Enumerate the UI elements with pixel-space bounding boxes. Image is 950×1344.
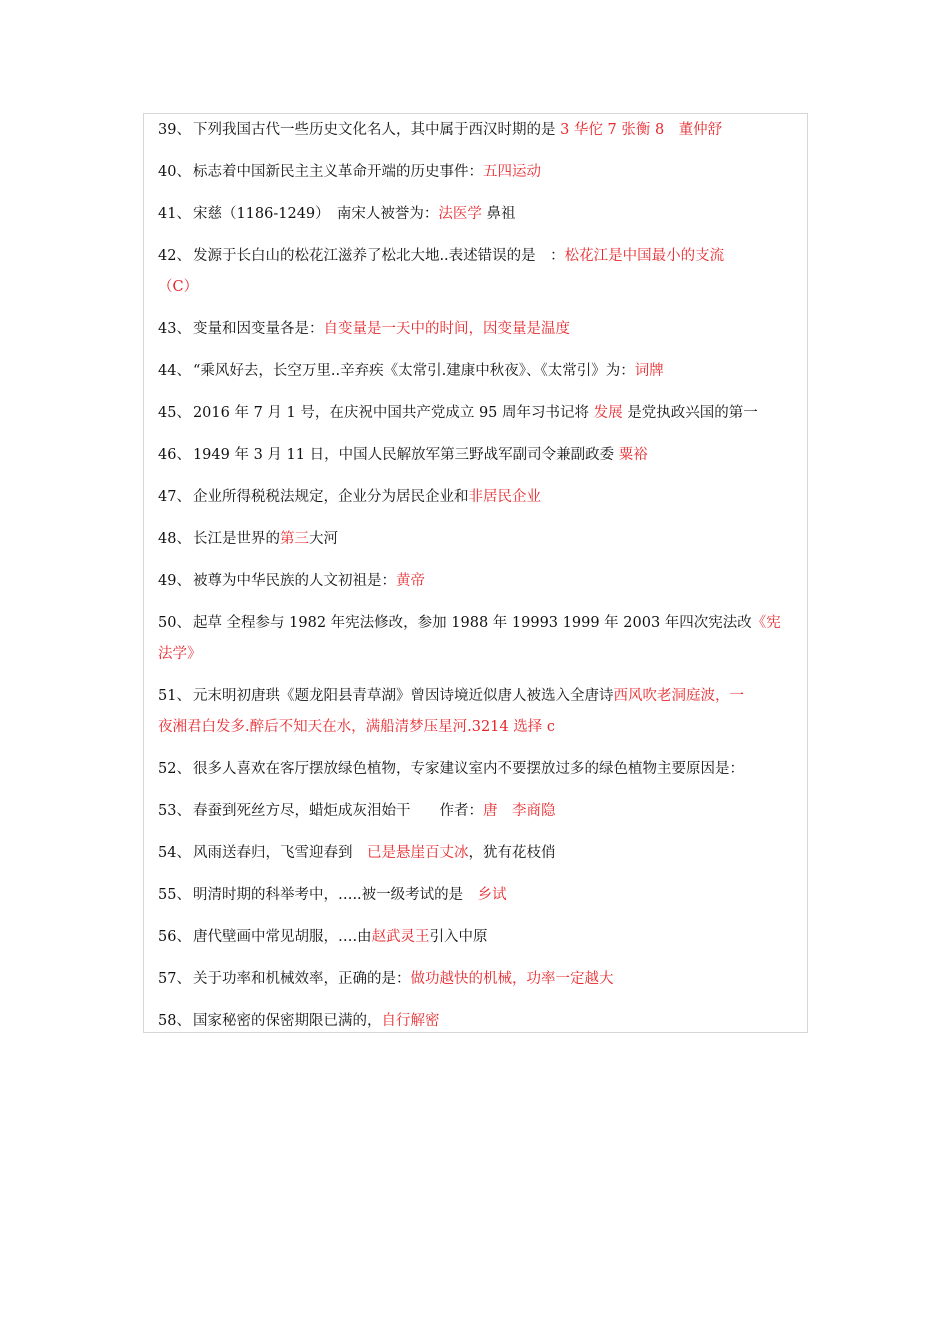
question-text: 国家秘密的保密期限已满的，	[192, 1013, 382, 1029]
question-text: 变量和因变量各是：	[192, 321, 324, 337]
answer-text: 法医学	[438, 206, 482, 222]
list-item: 43、 变量和因变量各是：自变量是一天中的时间，因变量是温度	[158, 321, 570, 337]
question-text: 下列我国古代一些历史文化名人，其中属于西汉时期的是	[192, 122, 561, 138]
question-tail: ，犹有花枝俏	[468, 845, 556, 861]
answer-text: 3 华佗 7 张衡 8 董仲舒	[560, 122, 723, 138]
answer-continuation: 夜湘君白发多.醉后不知天在水，满船清梦压星河.3214 选择 c	[158, 719, 555, 735]
answer-text: 五四运动	[482, 164, 541, 180]
answer-text: 西风吹老洞庭波，一	[613, 688, 744, 704]
question-tail: 鼻祖	[481, 206, 516, 222]
answer-continuation: （C）	[158, 279, 199, 295]
question-text: 宋慈（1186-1249） 南宋人被誉为：	[192, 206, 439, 222]
list-item: 49、 被尊为中华民族的人文初祖是：黄帝	[158, 573, 425, 589]
answer-text: 粟裕	[618, 447, 648, 463]
answer-text: 已是悬崖百丈冰	[366, 845, 469, 861]
list-item: 47、 企业所得税税法规定，企业分为居民企业和非居民企业	[158, 489, 541, 505]
list-item: 57、 关于功率和机械效率，正确的是：做功越快的机械，功率一定越大	[158, 971, 614, 987]
question-text: 起草 全程参与 1982 年宪法修改，参加 1988 年 19993 1999 年 2003 年四次宪法改	[192, 615, 752, 631]
list-item: 51、 元末明初唐珙《题龙阳县青草湖》曾因诗境近似唐人被选入全唐诗西风吹老洞庭波，一	[158, 688, 744, 704]
question-text: 长江是世界的	[192, 531, 280, 547]
list-item: 40、 标志着中国新民主主义革命开端的历史事件：五四运动	[158, 164, 541, 180]
question-text: 被尊为中华民族的人文初祖是：	[192, 573, 396, 589]
question-text: 春蚕到死丝方尽，蜡炬成灰泪始干 作者：	[192, 803, 483, 819]
list-item: 46、 1949 年 3 月 11 日，中国人民解放军第三野战军副司令兼副政委 粟裕	[158, 447, 648, 463]
question-text: 元末明初唐珙《题龙阳县青草湖》曾因诗境近似唐人被选入全唐诗	[192, 688, 614, 704]
answer-text: 第三	[279, 531, 309, 547]
answer-text: 词牌	[634, 363, 664, 379]
answer-continuation: 法学》	[158, 646, 202, 662]
list-item: 52、 很多人喜欢在客厅摆放绿色植物，专家建议室内不要摆放过多的绿色植物主要原因是：	[158, 761, 744, 777]
answer-text: 发展	[593, 405, 623, 421]
question-text: 2016 年 7 月 1 号，在庆祝中国共产党成立 95 周年习书记将	[192, 405, 594, 421]
question-text: 关于功率和机械效率，正确的是：	[192, 971, 411, 987]
answer-text: 《宪	[751, 615, 781, 631]
question-text: 1949 年 3 月 11 日，中国人民解放军第三野战军副司令兼副政委	[192, 447, 619, 463]
list-item: 45、 2016 年 7 月 1 号，在庆祝中国共产党成立 95 周年习书记将 发展 是党执政兴国的第一	[158, 405, 758, 421]
question-text: “乘风好去，长空万里..辛弃疾《太常引.建康中秋夜》、《太常引》为：	[192, 363, 635, 379]
question-text: 风雨送春归，飞雪迎春到	[192, 845, 367, 861]
answer-text: 松花江是中国最小的支流	[564, 248, 725, 264]
question-text: 明清时期的科举考中，…..被一级考试的是	[192, 887, 478, 903]
answer-text: 唐 李商隐	[482, 803, 556, 819]
list-item: 44、 “乘风好去，长空万里..辛弃疾《太常引.建康中秋夜》、《太常引》为：词牌	[158, 363, 664, 379]
list-item: 55、 明清时期的科举考中，…..被一级考试的是 乡试	[158, 887, 507, 903]
question-text: 发源于长白山的松花江滋养了松北大地..表述错误的是 ：	[192, 248, 565, 264]
answer-text: 黄帝	[395, 573, 425, 589]
list-item: 48、 长江是世界的第三大河	[158, 531, 338, 547]
question-tail: 引入中原	[429, 929, 488, 945]
answer-text: 自变量是一天中的时间，因变量是温度	[323, 321, 570, 337]
list-item: 58、 国家秘密的保密期限已满的，自行解密	[158, 1013, 440, 1029]
list-item: 53、 春蚕到死丝方尽，蜡炬成灰泪始干 作者：唐 李商隐	[158, 803, 556, 819]
question-text: 唐代壁画中常见胡服，….由	[192, 929, 372, 945]
question-text: 标志着中国新民主主义革命开端的历史事件：	[192, 164, 483, 180]
list-item: 56、 唐代壁画中常见胡服，….由赵武灵王引入中原	[158, 929, 488, 945]
answer-text: 做功越快的机械，功率一定越大	[410, 971, 614, 987]
answer-text: 非居民企业	[468, 489, 541, 505]
answer-text: 赵武灵王	[371, 929, 430, 945]
list-item: 50、 起草 全程参与 1982 年宪法修改，参加 1988 年 19993 1999 年 2003 年四次宪法改《宪	[158, 615, 781, 631]
question-text: 很多人喜欢在客厅摆放绿色植物，专家建议室内不要摆放过多的绿色植物主要原因是：	[192, 761, 744, 777]
list-item: 39、 下列我国古代一些历史文化名人，其中属于西汉时期的是 3 华佗 7 张衡 8 董仲舒	[158, 122, 723, 138]
question-tail: 是党执政兴国的第一	[622, 405, 758, 421]
list-item: 54、 风雨送春归，飞雪迎春到 已是悬崖百丈冰，犹有花枝俏	[158, 845, 556, 861]
list-item: 42、 发源于长白山的松花江滋养了松北大地..表述错误的是 ：松花江是中国最小的支流	[158, 248, 725, 264]
list-item: 41、 宋慈（1186-1249） 南宋人被誉为：法医学 鼻祖	[158, 206, 516, 222]
question-text: 企业所得税税法规定，企业分为居民企业和	[192, 489, 469, 505]
question-tail: 大河	[308, 531, 338, 547]
answer-text: 自行解密	[381, 1013, 440, 1029]
answer-text: 乡试	[477, 887, 507, 903]
